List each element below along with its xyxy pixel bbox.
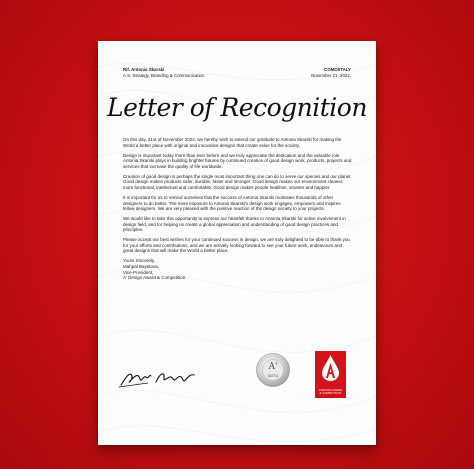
paragraph: Please accept our best wishes for your continued success in design, we are truly delighted to be able to thank you for your efforts and contributions, and we are actively looking forward to see your future work, endeavours and great designs that will make the World a better place. <box>123 237 350 254</box>
sender-reference <box>123 67 204 78</box>
logo-line1: A'DESIGN AWARD <box>318 389 343 392</box>
date: November 21, 2022. <box>311 72 351 78</box>
paragraph: We would like to take this opportunity to express our heartfelt thanks to Antonia Skarski for active involvement in design field, and for helping us create a global appreciation and understanding of good design practices and principles. <box>123 216 346 233</box>
a-design-award-logo <box>315 351 346 398</box>
paragraph: On this day, 21st of November 2022, we hereby wish to extend our gratitude to Antonia Skarski for making the World a better place with original and innovative designs that create value for the society. <box>123 137 342 148</box>
closing-salutation: Yours Sincerely, <box>123 258 156 264</box>
closing-block <box>123 258 353 280</box>
signer-organization: A' Design Award & Competition. <box>123 275 187 281</box>
embossed-seal <box>256 353 290 387</box>
letter-body <box>123 137 353 281</box>
drop-logo-icon <box>315 351 346 385</box>
sender-company: A.S. Strategy, Branding & Communication <box>123 72 205 78</box>
paragraph: It is important for us to remind ourselves that the success of Antonia Skarski motivates thousands of other designers to do better. The mere exposure to Antonia Skarski's design work engages, empowers and inspires fellow designers. We are very pleased with the positive reaction of the design society to your projects. <box>123 194 341 212</box>
handwritten-signature <box>118 367 198 389</box>
place-date <box>311 67 351 78</box>
logo-text <box>315 389 346 395</box>
seal-number: 152711 <box>267 374 279 378</box>
signer-name: Mahpal Bayetova, <box>123 264 160 270</box>
logo-line2: & COMPETITION <box>319 392 342 395</box>
signer-role: Vice-President, <box>123 269 154 275</box>
sender-name: Rif. Antonia Skarski <box>123 67 165 72</box>
letter-title: Letter of Recognition <box>107 93 367 122</box>
letter-paper <box>98 41 376 445</box>
paragraph: Creation of good design is perhaps the single most important thing one can do to serve our species and our planet. Good design makes products safer, durable, faster and stronger. Good design makes our environment cleaner, more functional, intellectual and comfortable. Good design makes people healthier, smarter and happier. <box>123 173 352 190</box>
place: COMO/ITALY <box>324 67 351 72</box>
seal-symbol: A' <box>268 362 278 372</box>
paragraph: Design is important today more than ever before and we truly appreciate the dedication and the valuable role Antonia Skarski plays in building brighter futures by continued creation of good design work, products, projects and services that increase the quality of life worldwide. <box>123 152 352 169</box>
